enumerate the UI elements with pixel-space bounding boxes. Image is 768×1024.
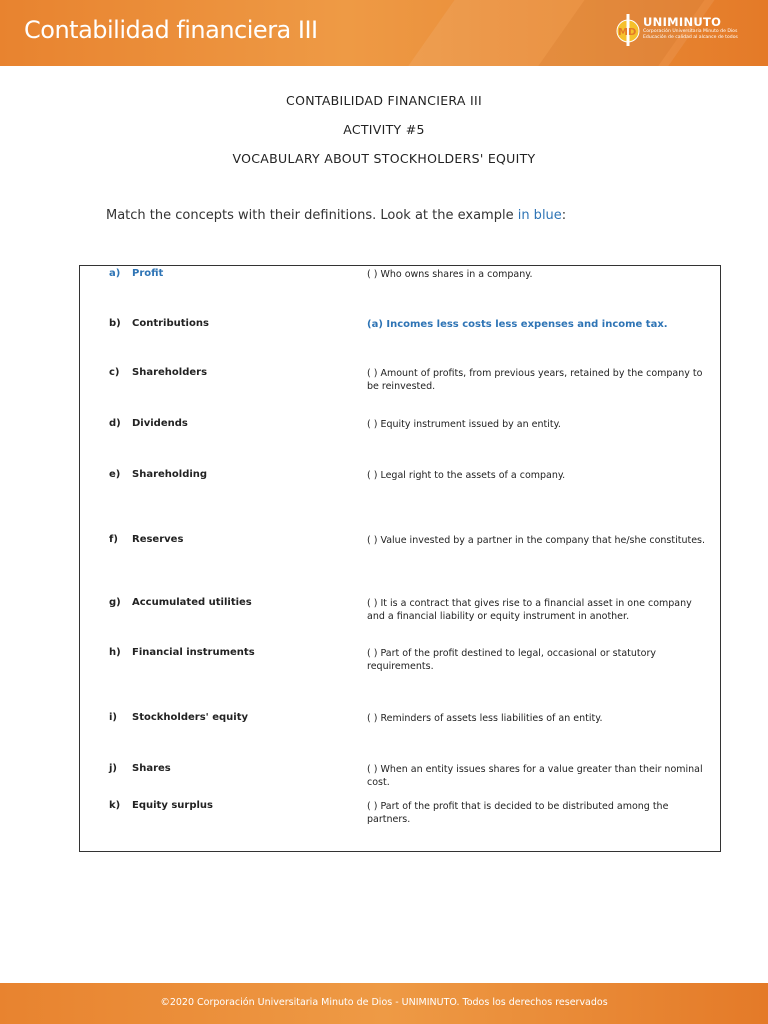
row-letter: b) (109, 318, 121, 329)
row-term: Financial instruments (132, 647, 255, 658)
row-definition: ( ) When an entity issues shares for a value greater than their nominal cost. (367, 764, 703, 788)
row-term: Accumulated utilities (132, 597, 252, 608)
row-letter: a) (109, 268, 121, 279)
row-definition: ( ) Equity instrument issued by an entity. (367, 419, 561, 430)
row-definition: ( ) Amount of profits, from previous years, retained by the company to be reinvested. (367, 368, 703, 392)
instruction-end: : (561, 208, 567, 223)
logo-mark-text: MD (618, 27, 637, 38)
row-term: Shareholding (132, 469, 208, 480)
row-term: Shares (132, 763, 171, 774)
logo-tagline-2: Educación de calidad al alcance de todos (643, 35, 738, 40)
uniminuto-logo (615, 14, 745, 48)
row-definition: ( ) Part of the profit destined to legal, occasional or statutory requirements. (367, 648, 656, 672)
row-letter: f) (109, 534, 118, 545)
row-term: Dividends (132, 418, 188, 429)
row-term: Reserves (132, 534, 184, 545)
row-letter: h) (109, 647, 121, 658)
row-letter: e) (109, 469, 121, 480)
row-letter: k) (109, 800, 121, 811)
row-definition: ( ) Legal right to the assets of a company. (367, 470, 566, 481)
document-title: CONTABILIDAD FINANCIERA III (286, 93, 482, 108)
course-title: Contabilidad financiera III (24, 16, 318, 44)
matching-table (79, 265, 721, 852)
instruction-text (106, 208, 566, 223)
header-banner (0, 0, 768, 66)
row-letter: j) (109, 763, 117, 774)
footer-banner (0, 983, 768, 1024)
row-term: Profit (132, 268, 164, 279)
row-letter: g) (109, 597, 121, 608)
row-definition: ( ) Value invested by a partner in the company that he/she constitutes. (367, 535, 706, 546)
row-definition: (a) Incomes less costs less expenses and income tax. (367, 319, 668, 330)
row-term: Equity surplus (132, 800, 213, 811)
row-term: Shareholders (132, 367, 208, 378)
row-definition: ( ) Who owns shares in a company. (367, 269, 533, 280)
instruction-highlight: in blue (517, 208, 562, 223)
logo-name: UNIMINUTO (643, 15, 722, 29)
logo-mark-icon (615, 14, 641, 46)
row-letter: d) (109, 418, 121, 429)
row-definition: ( ) Reminders of assets less liabilities of an entity. (367, 713, 603, 724)
row-definition: ( ) It is a contract that gives rise to a financial asset in one company and a financial liability or equity instrument in another. (367, 598, 692, 622)
activity-title: ACTIVITY #5 (343, 122, 425, 137)
row-letter: i) (109, 712, 117, 723)
topic-title: VOCABULARY ABOUT STOCKHOLDERS' EQUITY (232, 151, 536, 166)
logo-tagline-1: Corporación Universitaria Minuto de Dios (643, 29, 738, 34)
instruction-main: Match the concepts with their definitions. Look at the example (106, 208, 518, 223)
row-term: Contributions (132, 318, 209, 329)
row-letter: c) (109, 367, 120, 378)
row-definition: ( ) Part of the profit that is decided to be distributed among the partners. (367, 801, 669, 825)
document-titles (0, 92, 768, 179)
row-term: Stockholders' equity (132, 712, 249, 723)
copyright-text: ©2020 Corporación Universitaria Minuto de Dios - UNIMINUTO. Todos los derechos reservados (160, 997, 608, 1008)
